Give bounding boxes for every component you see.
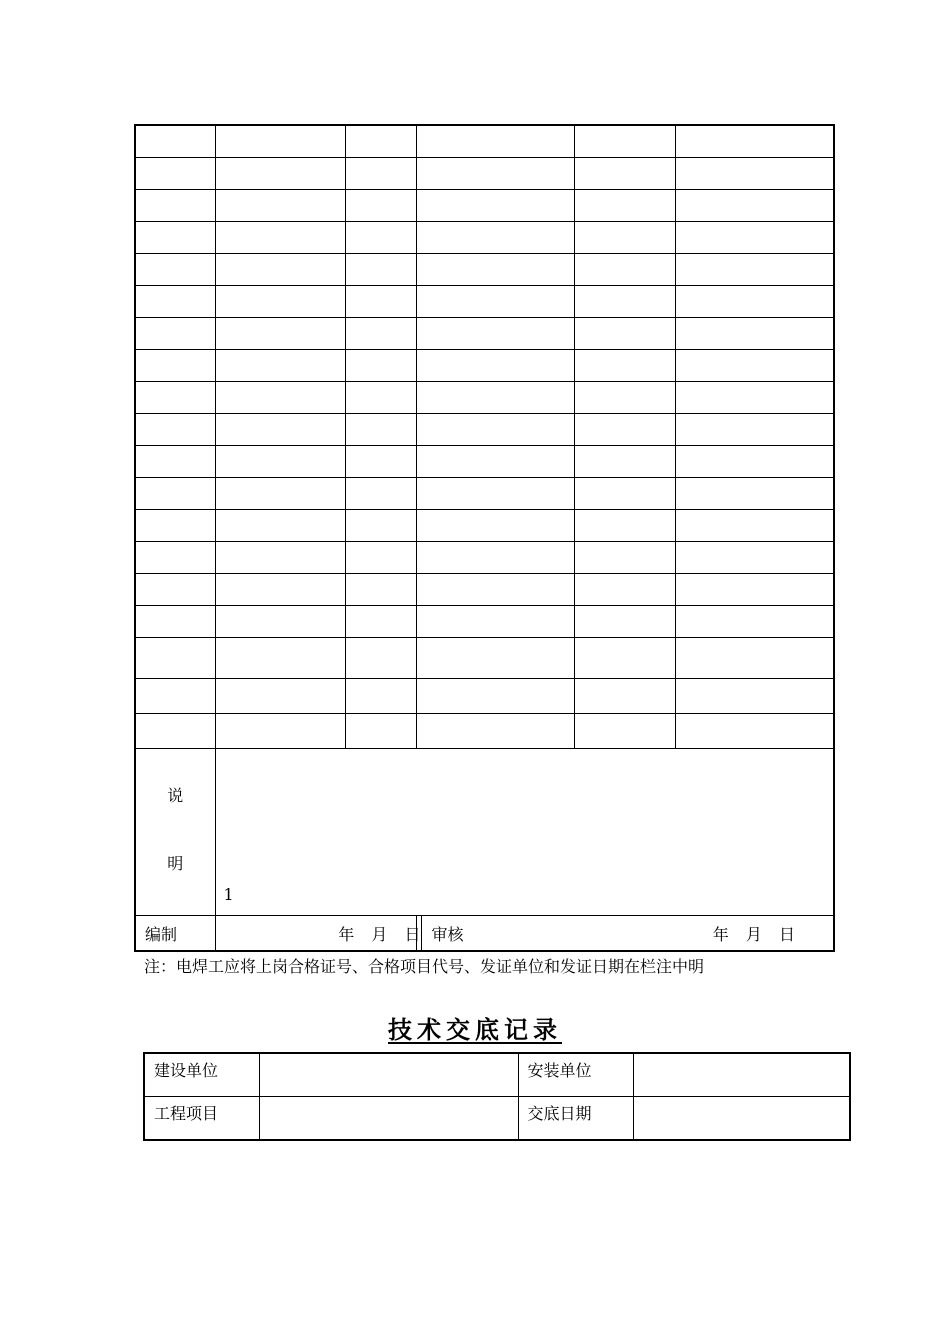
table-cell[interactable] bbox=[135, 254, 215, 286]
table-cell[interactable] bbox=[416, 222, 574, 254]
table-cell[interactable] bbox=[416, 158, 574, 190]
table-cell[interactable] bbox=[675, 382, 834, 414]
table-cell[interactable] bbox=[135, 125, 215, 158]
construction-unit-value[interactable] bbox=[259, 1053, 518, 1097]
review-date-cell[interactable] bbox=[416, 916, 834, 952]
table-cell[interactable] bbox=[416, 382, 574, 414]
table-cell[interactable] bbox=[675, 414, 834, 446]
table-cell[interactable] bbox=[416, 510, 574, 542]
table-cell[interactable] bbox=[416, 318, 574, 350]
table-cell[interactable] bbox=[215, 318, 345, 350]
welder-table-body bbox=[135, 125, 834, 951]
table-cell[interactable] bbox=[135, 222, 215, 254]
table-cell[interactable] bbox=[345, 510, 416, 542]
table-cell[interactable] bbox=[345, 318, 416, 350]
table-cell[interactable] bbox=[416, 574, 574, 606]
table-row bbox=[135, 606, 834, 638]
table-cell[interactable] bbox=[135, 158, 215, 190]
table-row bbox=[135, 714, 834, 749]
table-cell[interactable] bbox=[416, 125, 574, 158]
table-cell[interactable] bbox=[345, 638, 416, 679]
table-cell[interactable] bbox=[675, 574, 834, 606]
table-cell[interactable] bbox=[416, 478, 574, 510]
table-cell[interactable] bbox=[345, 714, 416, 749]
table-cell[interactable] bbox=[675, 606, 834, 638]
table-cell[interactable] bbox=[574, 318, 675, 350]
table-cell[interactable] bbox=[675, 286, 834, 318]
record-title bbox=[0, 1010, 950, 1045]
table-cell[interactable] bbox=[215, 679, 345, 714]
table-cell[interactable] bbox=[675, 158, 834, 190]
table-cell[interactable] bbox=[574, 510, 675, 542]
table-cell[interactable] bbox=[416, 254, 574, 286]
table-cell[interactable] bbox=[215, 158, 345, 190]
table-cell[interactable] bbox=[215, 125, 345, 158]
note-content-cell[interactable] bbox=[215, 749, 834, 916]
table-cell[interactable] bbox=[574, 574, 675, 606]
table-cell[interactable] bbox=[215, 286, 345, 318]
table-cell[interactable] bbox=[345, 606, 416, 638]
table-cell[interactable] bbox=[416, 286, 574, 318]
table-cell[interactable] bbox=[135, 414, 215, 446]
table-cell[interactable] bbox=[135, 446, 215, 478]
table-cell[interactable] bbox=[135, 606, 215, 638]
table-cell[interactable] bbox=[675, 446, 834, 478]
table-cell[interactable] bbox=[416, 414, 574, 446]
table-cell[interactable] bbox=[345, 350, 416, 382]
table-cell[interactable] bbox=[416, 714, 574, 749]
review-year: 年 bbox=[712, 924, 729, 944]
table-row bbox=[135, 254, 834, 286]
table-cell[interactable] bbox=[345, 158, 416, 190]
tech-briefing-table bbox=[143, 1052, 851, 1141]
table-cell[interactable] bbox=[135, 478, 215, 510]
table-cell[interactable] bbox=[135, 350, 215, 382]
sign-row bbox=[135, 916, 834, 952]
table-cell[interactable] bbox=[135, 286, 215, 318]
table-cell[interactable] bbox=[416, 679, 574, 714]
table-cell[interactable] bbox=[215, 542, 345, 574]
table-cell[interactable] bbox=[675, 542, 834, 574]
table-cell[interactable] bbox=[345, 222, 416, 254]
note-row bbox=[135, 749, 834, 916]
review-day: 日 bbox=[778, 924, 795, 944]
table-cell[interactable] bbox=[574, 254, 675, 286]
table-row bbox=[135, 318, 834, 350]
record-row bbox=[144, 1053, 850, 1097]
table-row bbox=[135, 350, 834, 382]
table-row bbox=[135, 478, 834, 510]
table-cell[interactable] bbox=[345, 446, 416, 478]
table-cell[interactable] bbox=[574, 190, 675, 222]
table-row bbox=[135, 158, 834, 190]
table-row bbox=[135, 222, 834, 254]
note-label-bottom: 明 bbox=[167, 854, 184, 873]
table-cell[interactable] bbox=[345, 190, 416, 222]
table-cell[interactable] bbox=[574, 714, 675, 749]
compile-date-cell[interactable] bbox=[215, 916, 464, 952]
review-label: 审核 bbox=[421, 916, 488, 950]
table-cell[interactable] bbox=[215, 446, 345, 478]
table-cell[interactable] bbox=[675, 190, 834, 222]
table-cell[interactable] bbox=[345, 382, 416, 414]
table-cell[interactable] bbox=[345, 478, 416, 510]
table-cell[interactable] bbox=[675, 350, 834, 382]
table-cell[interactable] bbox=[215, 478, 345, 510]
table-cell[interactable] bbox=[215, 638, 345, 679]
briefing-date-label: 交底日期 bbox=[518, 1097, 633, 1141]
table-cell[interactable] bbox=[416, 350, 574, 382]
table-cell[interactable] bbox=[675, 222, 834, 254]
record-row bbox=[144, 1097, 850, 1141]
table-row bbox=[135, 125, 834, 158]
install-unit-label: 安装单位 bbox=[518, 1053, 633, 1097]
table-row bbox=[135, 286, 834, 318]
table-cell[interactable] bbox=[416, 606, 574, 638]
table-cell[interactable] bbox=[574, 125, 675, 158]
table-cell[interactable] bbox=[675, 318, 834, 350]
table-row bbox=[135, 679, 834, 714]
table-cell[interactable] bbox=[345, 286, 416, 318]
note-label-top: 说 bbox=[167, 786, 184, 805]
table-row bbox=[135, 414, 834, 446]
table-cell[interactable] bbox=[675, 478, 834, 510]
table-cell[interactable] bbox=[345, 125, 416, 158]
install-unit-value[interactable] bbox=[633, 1053, 850, 1097]
footnote: 注：电焊工应将上岗合格证号、合格项目代号、发证单位和发证日期在栏注中明 bbox=[144, 957, 705, 976]
compile-day: 日 bbox=[404, 924, 421, 944]
table-cell[interactable] bbox=[135, 382, 215, 414]
table-cell[interactable] bbox=[135, 510, 215, 542]
table-cell[interactable] bbox=[574, 158, 675, 190]
table-cell[interactable] bbox=[574, 222, 675, 254]
table-row bbox=[135, 542, 834, 574]
table-cell[interactable] bbox=[215, 510, 345, 542]
table-cell[interactable] bbox=[215, 714, 345, 749]
table-cell[interactable] bbox=[135, 542, 215, 574]
compile-year: 年 bbox=[338, 924, 355, 944]
table-cell[interactable] bbox=[345, 574, 416, 606]
table-cell[interactable] bbox=[135, 574, 215, 606]
table-cell[interactable] bbox=[416, 542, 574, 574]
table-cell[interactable] bbox=[574, 606, 675, 638]
record-title-text: 技术交底记录 bbox=[388, 1015, 562, 1044]
table-cell[interactable] bbox=[574, 382, 675, 414]
table-cell[interactable] bbox=[675, 679, 834, 714]
note-label-cell bbox=[135, 749, 215, 916]
table-cell[interactable] bbox=[416, 190, 574, 222]
construction-unit-label: 建设单位 bbox=[144, 1053, 259, 1097]
table-cell[interactable] bbox=[574, 542, 675, 574]
table-cell[interactable] bbox=[675, 638, 834, 679]
table-cell[interactable] bbox=[215, 254, 345, 286]
table-cell[interactable] bbox=[215, 350, 345, 382]
note-number: 1 bbox=[223, 885, 234, 904]
table-row bbox=[135, 574, 834, 606]
table-cell[interactable] bbox=[574, 638, 675, 679]
table-cell[interactable] bbox=[345, 679, 416, 714]
table-cell[interactable] bbox=[574, 414, 675, 446]
table-cell[interactable] bbox=[215, 190, 345, 222]
compile-month: 月 bbox=[371, 924, 388, 944]
table-cell[interactable] bbox=[675, 125, 834, 158]
table-row bbox=[135, 446, 834, 478]
table-row bbox=[135, 638, 834, 679]
table-cell[interactable] bbox=[574, 286, 675, 318]
table-cell[interactable] bbox=[574, 446, 675, 478]
table-cell[interactable] bbox=[675, 254, 834, 286]
table-cell[interactable] bbox=[215, 414, 345, 446]
table-row bbox=[135, 190, 834, 222]
table-cell[interactable] bbox=[135, 190, 215, 222]
table-cell[interactable] bbox=[574, 679, 675, 714]
table-row bbox=[135, 382, 834, 414]
table-cell[interactable] bbox=[345, 254, 416, 286]
table-row bbox=[135, 510, 834, 542]
project-label: 工程项目 bbox=[144, 1097, 259, 1141]
table-cell[interactable] bbox=[574, 350, 675, 382]
review-month: 月 bbox=[745, 924, 762, 944]
table-cell[interactable] bbox=[215, 574, 345, 606]
project-value[interactable] bbox=[259, 1097, 518, 1141]
table-cell[interactable] bbox=[135, 638, 215, 679]
table-cell[interactable] bbox=[345, 414, 416, 446]
compile-date bbox=[216, 916, 422, 950]
table-cell[interactable] bbox=[675, 510, 834, 542]
table-cell[interactable] bbox=[215, 606, 345, 638]
welder-qualification-table bbox=[134, 124, 835, 952]
table-cell[interactable] bbox=[345, 542, 416, 574]
table-cell[interactable] bbox=[135, 318, 215, 350]
table-cell[interactable] bbox=[135, 714, 215, 749]
table-cell[interactable] bbox=[135, 679, 215, 714]
table-cell[interactable] bbox=[416, 638, 574, 679]
table-cell[interactable] bbox=[416, 446, 574, 478]
table-cell[interactable] bbox=[574, 478, 675, 510]
briefing-date-value[interactable] bbox=[633, 1097, 850, 1141]
compile-label: 编制 bbox=[135, 916, 215, 952]
table-cell[interactable] bbox=[675, 714, 834, 749]
table-cell[interactable] bbox=[215, 382, 345, 414]
table-cell[interactable] bbox=[215, 222, 345, 254]
